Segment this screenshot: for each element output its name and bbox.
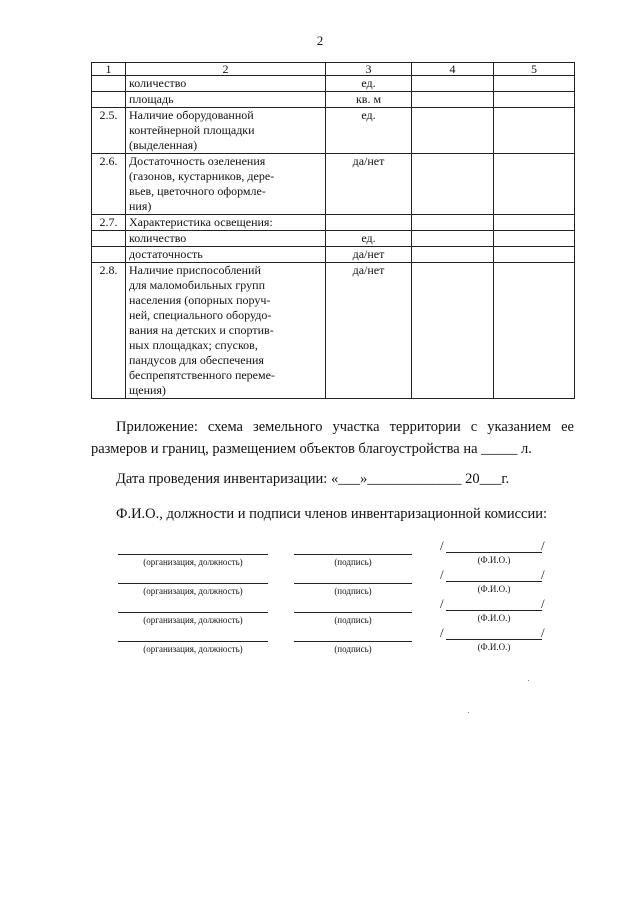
- table-row: [92, 247, 575, 263]
- indicator-name-cell: количество: [126, 76, 326, 92]
- fio-caption: (Ф.И.О.): [477, 584, 511, 594]
- organization-position-caption: (организация, должность): [143, 615, 243, 625]
- indicator-name-cell: количество: [126, 231, 326, 247]
- signature-line: [294, 612, 412, 613]
- fio-slash-right: /: [541, 538, 545, 553]
- fio-caption: (Ф.И.О.): [477, 642, 511, 652]
- header-cell: 4: [412, 63, 494, 76]
- row-number-cell: [92, 247, 126, 263]
- signature-caption: (подпись): [334, 644, 372, 654]
- header-cell: 5: [494, 63, 575, 76]
- organization-position-line: [118, 554, 268, 555]
- unit-cell: ед.: [326, 231, 412, 247]
- row-number-cell: 2.6.: [92, 154, 126, 215]
- indicator-name-cell: Наличие приспособлений для маломобильных групп населения (опорных поруч- ней, специального оборудо- вания на детских и спортив- ных площадках; спусков, пандусов для обеспечения беспрепятственного переме- щения): [126, 263, 326, 399]
- commission-members-heading: Ф.И.О., должности и подписи членов инвентаризационной комиссии:: [116, 506, 548, 522]
- fio-slash-left: /: [440, 538, 444, 553]
- indicator-name-cell: площадь: [126, 92, 326, 108]
- indicator-name-cell: Наличие оборудованной контейнерной площадки (выделенная): [126, 108, 326, 154]
- value-cell-5: [494, 154, 575, 215]
- header-cell: 2: [126, 63, 326, 76]
- organization-position-caption: (организация, должность): [143, 557, 243, 567]
- fio-slash-left: /: [440, 596, 444, 611]
- scan-speck: [468, 712, 469, 713]
- fio-line: [446, 581, 542, 582]
- value-cell-4: [412, 92, 494, 108]
- value-cell-4: [412, 108, 494, 154]
- row-number-cell: [92, 92, 126, 108]
- fio-slash-right: /: [541, 596, 545, 611]
- value-cell-5: [494, 76, 575, 92]
- inventory-table: [91, 62, 575, 399]
- row-number-cell: 2.5.: [92, 108, 126, 154]
- header-cell: 3: [326, 63, 412, 76]
- value-cell-5: [494, 108, 575, 154]
- page-number: 2: [316, 33, 324, 48]
- signature-line: [294, 583, 412, 584]
- value-cell-4: [412, 215, 494, 231]
- fio-line: [446, 552, 542, 553]
- table-row: [92, 92, 575, 108]
- table-row: [92, 108, 575, 154]
- signature-caption: (подпись): [334, 586, 372, 596]
- row-number-cell: 2.7.: [92, 215, 126, 231]
- fio-caption: (Ф.И.О.): [477, 613, 511, 623]
- unit-cell: да/нет: [326, 263, 412, 399]
- row-number-cell: [92, 76, 126, 92]
- organization-position-line: [118, 641, 268, 642]
- table-row: [92, 231, 575, 247]
- unit-cell: ед.: [326, 76, 412, 92]
- value-cell-5: [494, 263, 575, 399]
- organization-position-line: [118, 583, 268, 584]
- unit-cell: да/нет: [326, 154, 412, 215]
- table-row: [92, 154, 575, 215]
- table-header-row: [92, 63, 575, 76]
- fio-slash-right: /: [541, 625, 545, 640]
- value-cell-4: [412, 263, 494, 399]
- signature-line: [294, 554, 412, 555]
- table-row: [92, 76, 575, 92]
- value-cell-4: [412, 247, 494, 263]
- unit-cell: ед.: [326, 108, 412, 154]
- fio-line: [446, 610, 542, 611]
- row-number-cell: 2.8.: [92, 263, 126, 399]
- organization-position-caption: (организация, должность): [143, 586, 243, 596]
- inventory-date-line: Дата проведения инвентаризации: «___»_____________ 20___г.: [116, 471, 510, 487]
- fio-line: [446, 639, 542, 640]
- signature-caption: (подпись): [334, 557, 372, 567]
- unit-cell: да/нет: [326, 247, 412, 263]
- value-cell-5: [494, 215, 575, 231]
- table-row: [92, 263, 575, 399]
- signature-line: [294, 641, 412, 642]
- value-cell-5: [494, 231, 575, 247]
- indicator-name-cell: достаточность: [126, 247, 326, 263]
- organization-position-line: [118, 612, 268, 613]
- scan-speck: [528, 680, 529, 681]
- signature-caption: (подпись): [334, 615, 372, 625]
- value-cell-4: [412, 76, 494, 92]
- appendix-paragraph: Приложение: схема земельного участка территории с указанием ее размеров и границ, размещением объектов благоустройства на _____ л.: [91, 419, 574, 457]
- indicator-name-cell: Достаточность озеленения (газонов, кустарников, дере- вьев, цветочного оформле- ния): [126, 154, 326, 215]
- table-row: [92, 215, 575, 231]
- unit-cell: кв. м: [326, 92, 412, 108]
- unit-cell: [326, 215, 412, 231]
- fio-slash-right: /: [541, 567, 545, 582]
- indicator-name-cell: Характеристика освещения:: [126, 215, 326, 231]
- header-cell: 1: [92, 63, 126, 76]
- fio-slash-left: /: [440, 625, 444, 640]
- fio-caption: (Ф.И.О.): [477, 555, 511, 565]
- value-cell-4: [412, 231, 494, 247]
- value-cell-5: [494, 247, 575, 263]
- value-cell-5: [494, 92, 575, 108]
- organization-position-caption: (организация, должность): [143, 644, 243, 654]
- value-cell-4: [412, 154, 494, 215]
- row-number-cell: [92, 231, 126, 247]
- fio-slash-left: /: [440, 567, 444, 582]
